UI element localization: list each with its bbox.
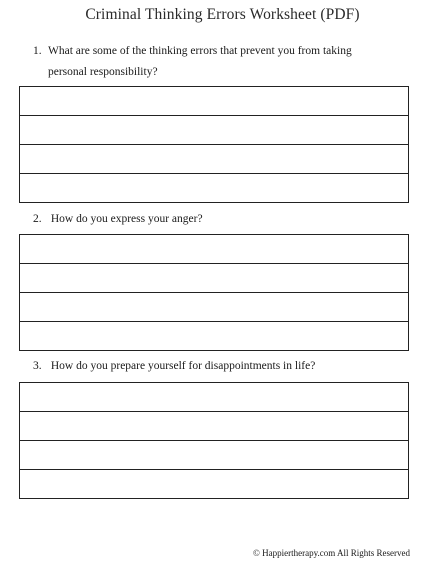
answer-line[interactable]: [20, 293, 408, 322]
answer-line[interactable]: [20, 322, 408, 350]
question-2-number: 2.: [33, 213, 42, 225]
question-2: [33, 209, 203, 230]
question-1-number: 1.: [33, 45, 42, 57]
answer-line[interactable]: [20, 441, 408, 470]
answer-line[interactable]: [20, 145, 408, 174]
answer-box-2: [19, 234, 409, 351]
question-3: [33, 356, 315, 377]
answer-line[interactable]: [20, 470, 408, 498]
question-1-text: What are some of the thinking errors that prevent you from taking personal responsibility?: [48, 45, 352, 78]
question-3-text: How do you prepare yourself for disappointments in life?: [50, 360, 316, 372]
answer-line[interactable]: [20, 235, 408, 264]
answer-box-1: [19, 86, 409, 203]
answer-line[interactable]: [20, 264, 408, 293]
answer-line[interactable]: [20, 412, 408, 441]
answer-line[interactable]: [20, 383, 408, 412]
answer-line[interactable]: [20, 116, 408, 145]
answer-line[interactable]: [20, 174, 408, 202]
worksheet-title: Criminal Thinking Errors Worksheet (PDF): [85, 6, 360, 23]
answer-box-3: [19, 382, 409, 499]
answer-line[interactable]: [20, 87, 408, 116]
question-1: [33, 41, 393, 83]
question-3-number: 3.: [33, 360, 42, 372]
copyright-footer: © Happiertherapy.com All Rights Reserved: [253, 548, 410, 558]
question-2-text: How do you express your anger?: [50, 213, 203, 225]
